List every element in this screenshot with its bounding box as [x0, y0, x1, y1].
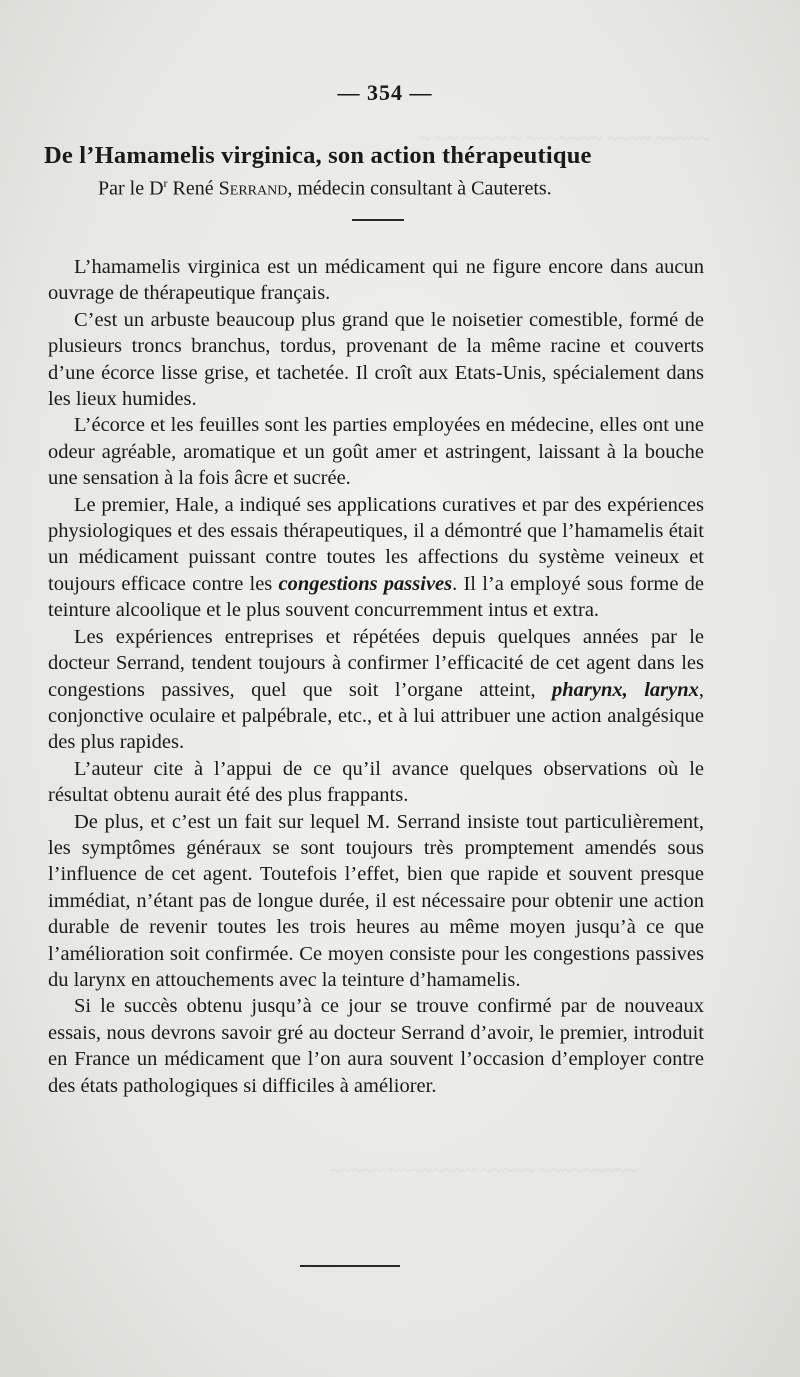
paragraph	[48, 254, 704, 307]
paragraph	[48, 756, 704, 809]
paragraph-text: Si le succès obtenu jusqu’à ce jour se trouve confirmé par de nouveaux essais, nous devrons savoir gré au docteur Serrand d’avoir, le premier, introduit en France un médicament que l’on aura souvent l’occasion d’employer contre des états pathologiques si difficiles à améliorer.	[48, 995, 704, 1097]
paragraph	[48, 624, 704, 756]
article-byline	[98, 176, 718, 201]
bleed-through-text: ~~~~~ ~~~~~~~~ ~~~~~ ~~~~~~~~~	[330, 1160, 638, 1182]
paragraph	[48, 993, 704, 1099]
paragraph-text: . Il l’a employé sous forme de teinture alcoolique et le plus souvent concurremment intus et extra.	[48, 572, 704, 622]
paragraph-text: L’auteur cite à l’appui de ce qu’il avance quelques observations où le résultat obtenu aurait été des plus frappants.	[48, 757, 704, 807]
paragraph	[48, 307, 704, 413]
byline-author-last: Serrand	[218, 177, 288, 200]
paragraph-text: L’écorce et les feuilles sont les parties employées en médecine, elles ont une odeur agréable, aromatique et un goût amer et astringent, laissant à la bouche une sensation à la fois âcre et sucrée.	[48, 414, 704, 490]
paragraph-italic: congestions passives	[278, 572, 453, 595]
article-title: De l’Hamamelis virginica, son action thérapeutique	[44, 142, 592, 169]
paragraph-italic: pharynx, larynx	[552, 678, 699, 701]
paragraph	[48, 809, 704, 994]
paragraph-text: C’est un arbuste beaucoup plus grand que le noisetier comestible, formé de plusieurs troncs branchus, tordus, provenant de la même racine et couverts d’une écorce lisse grise, et tachetée. Il croît aux Etats-Unis, spécialement dans les lieux humides.	[48, 308, 704, 411]
title-divider	[352, 219, 404, 221]
paragraph-text: De plus, et c’est un fait sur lequel M. Serrand insiste tout particulièrement, les symptômes généraux se sont toujours très promptement amendés sous l’influence de cet agent. Toutefois l’effet, bien que rapide et souvent presque immédiat, n’étant pas de longue durée, il est nécessaire pour obtenir une action durable de revenir toutes les trois heures au même moyen jusqu’à ce que l’amélioration soit confirmée. Ce moyen consiste pour les congestions passives du larynx en attouchements avec la teinture d’hamamelis.	[48, 810, 704, 991]
article-body	[48, 254, 704, 1099]
paragraph	[48, 492, 704, 624]
paragraph-text: Le premier, Hale, a indiqué ses applications curatives et par des expériences physiologiques et des essais thérapeutiques, il a démontré que l’hamamelis était un médicament puissant contre toutes les affections du système veineux et toujours efficace contre les	[48, 493, 704, 595]
byline-author-first: René	[167, 177, 219, 200]
page-number: — 354 —	[337, 80, 433, 105]
byline-suffix: , médecin consultant à Cauterets.	[287, 177, 552, 200]
byline-prefix: Par le D	[98, 177, 164, 200]
bleed-through-text: ~ ~~ ~~~~ ~ ~~~~~~~ ~~~~ ~~~~~	[420, 128, 710, 150]
paragraph-text: L’hamamelis virginica est un médicament qui ne figure encore dans aucun ouvrage de thérapeutique français.	[48, 256, 704, 305]
end-divider	[300, 1265, 400, 1267]
paragraph-text: , conjonctive oculaire et palpébrale, etc., et à lui attribuer une action analgésique des plus rapides.	[48, 678, 704, 754]
paragraph	[48, 412, 704, 491]
byline-title-sup: r	[163, 176, 168, 190]
paragraph-text: Les expériences entreprises et répétées depuis quelques années par le docteur Serrand, tendent toujours à confirmer l’efficacité de cet agent dans les congestions passives, quel que soit l’organe atteint,	[48, 625, 704, 701]
